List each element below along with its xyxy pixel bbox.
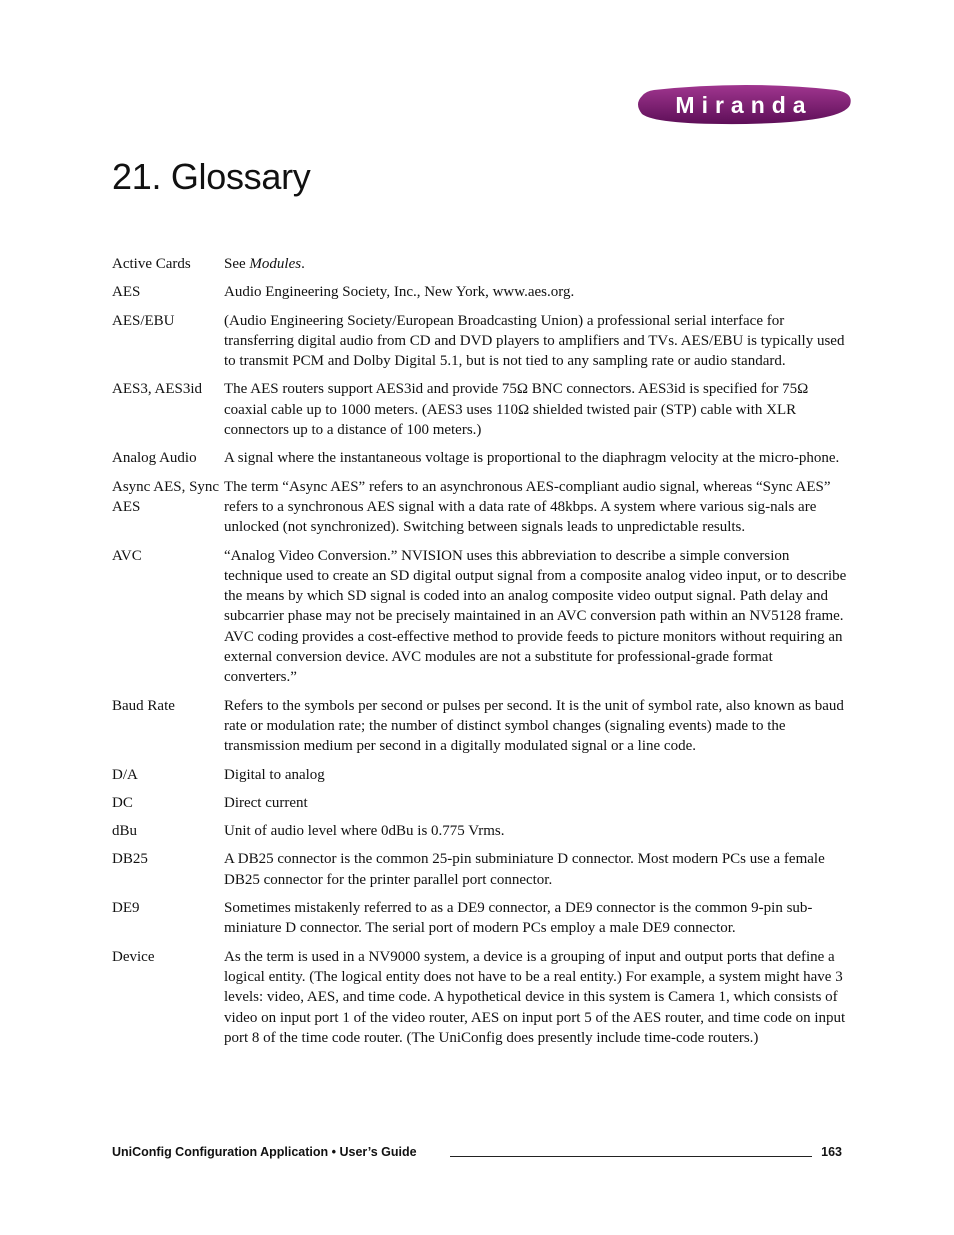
glossary-term: DC <box>112 794 133 811</box>
glossary-definition: Digital to analog <box>224 766 325 783</box>
glossary-definition: A DB25 connector is the common 25-pin subminiature D connector. Most modern PCs use a female DB25 connector for the printer parallel port connector. <box>224 851 825 888</box>
glossary-entry <box>112 448 847 468</box>
chapter-title: 21. Glossary <box>112 156 311 197</box>
glossary-list <box>112 254 847 1056</box>
glossary-definition: Unit of audio level where 0dBu is 0.775 Vrms. <box>224 823 505 840</box>
glossary-entry <box>112 821 847 841</box>
glossary-entry <box>112 849 847 890</box>
miranda-logo <box>636 84 854 126</box>
glossary-term: AES/EBU <box>112 312 175 329</box>
glossary-entry <box>112 477 847 538</box>
glossary-term: Device <box>112 948 155 965</box>
glossary-definition: Audio Engineering Society, Inc., New York, www.aes.org. <box>224 284 575 301</box>
glossary-definition: The AES routers support AES3id and provide 75Ω BNC connectors. AES3id is specified for 75Ω coaxial cable up to 1000 meters. (AES3 uses 110Ω shielded twisted pair (STP) cable with XLR connectors up to a distance of 100 meters.) <box>224 381 809 439</box>
glossary-term: Analog Audio <box>112 450 197 467</box>
page-footer <box>112 1145 842 1165</box>
glossary-term: D/A <box>112 766 138 783</box>
footer-document-title: UniConfig Configuration Application • User’s Guide <box>112 1145 417 1159</box>
footer-divider <box>450 1156 812 1157</box>
glossary-term: DE9 <box>112 900 140 917</box>
glossary-entry <box>112 947 847 1048</box>
glossary-term: Async AES, Sync AES <box>112 478 220 515</box>
glossary-term: DB25 <box>112 851 148 868</box>
glossary-entry <box>112 546 847 688</box>
glossary-definition: Refers to the symbols per second or pulses per second. It is the unit of symbol rate, also known as baud rate or modulation rate; the number of distinct symbol changes (signaling events) made to the transmission medium per second in a digitally modulated signal or a line code. <box>224 697 844 755</box>
definition-emphasis: Modules <box>249 256 302 272</box>
glossary-term: Active Cards <box>112 256 191 272</box>
glossary-definition: As the term is used in a NV9000 system, a device is a grouping of input and output ports that define a logical entity. (The logical entity does not have to be a real entity.) For example, a system might have 3 levels: video, AES, and time code. A hypothetical device in this system is Camera 1, which consists of video on input port 1 of the video router, AES on input port 5 of the AES router, and time code on input port 8 of the time code router. (The UniConfig does presently include time-code routers.) <box>224 948 846 1046</box>
glossary-definition: See Modules. <box>224 256 305 272</box>
glossary-definition: Direct current <box>224 794 308 811</box>
glossary-term: AES <box>112 284 141 301</box>
glossary-entry <box>112 254 847 274</box>
glossary-definition: The term “Async AES” refers to an asynchronous AES-compliant audio signal, whereas “Sync AES” refers to a synchronous AES signal with a data rate of 48kbps. A system where various sig-nals are unlocked (not synchronized). Switching between signals leads to unpredictable results. <box>224 478 831 536</box>
glossary-entry <box>112 311 847 372</box>
glossary-term: Baud Rate <box>112 697 175 714</box>
glossary-entry <box>112 379 847 440</box>
glossary-definition: A signal where the instantaneous voltage is proportional to the diaphragm velocity at the micro-phone. <box>224 450 840 467</box>
glossary-term: AES3, AES3id <box>112 381 203 398</box>
glossary-entry <box>112 696 847 757</box>
glossary-definition: “Analog Video Conversion.” NVISION uses this abbreviation to describe a simple conversion technique used to create an SD digital output signal from a composite analog video input, or to describe the means by which SD signal is coded into an analog composite video output signal. Path delay and subcarrier phase may not be precisely maintained in an AVC conversion path within an NV5128 frame. AVC coding provides a cost-effective method to provide feeds to picture monitors without requiring an external conversion device. AVC modules are not a substitute for professional-grade format converters.” <box>224 547 847 686</box>
glossary-entry <box>112 898 847 939</box>
glossary-term: AVC <box>112 547 142 564</box>
svg-text:Miranda: Miranda <box>675 92 813 118</box>
glossary-definition: Sometimes mistakenly referred to as a DE9 connector, a DE9 connector is the common 9-pin sub-miniature D connector. The serial port of modern PCs employ a male DE9 connector. <box>224 900 813 937</box>
glossary-entry <box>112 765 847 785</box>
glossary-entry <box>112 282 847 302</box>
glossary-definition: (Audio Engineering Society/European Broadcasting Union) a professional serial interface for transferring digital audio from CD and DVD players to amplifiers and TVs. AES/EBU is typically used to transmit PCM and Dolby Digital 5.1, but is not tied to any sampling rate or audio standard. <box>224 312 845 370</box>
glossary-term: dBu <box>112 823 138 840</box>
page-number: 163 <box>821 1145 842 1159</box>
glossary-entry <box>112 793 847 813</box>
